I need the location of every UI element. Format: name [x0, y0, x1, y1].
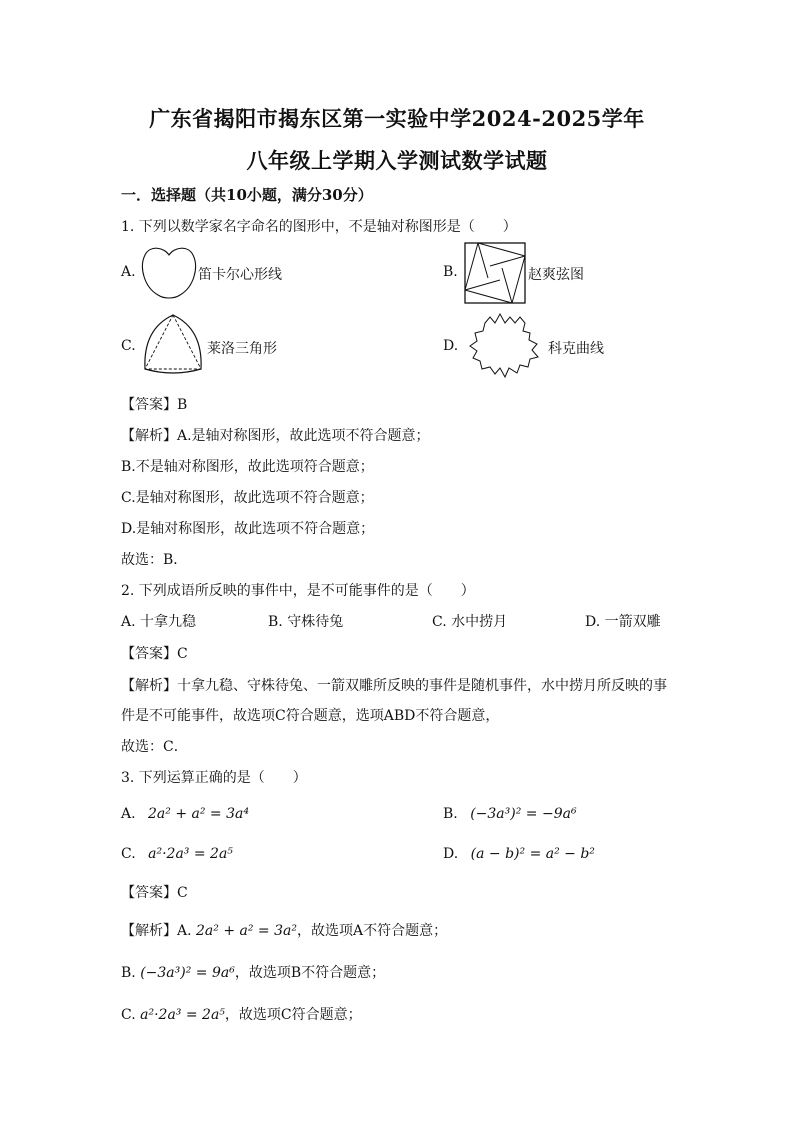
q3-option-a	[121, 806, 249, 822]
q3-option-b-expression: (−3a³)² = −9a⁶	[470, 806, 577, 822]
q3-option-c	[121, 846, 233, 862]
q2-option-a: A. 十拿九稳	[121, 614, 197, 630]
q3-option-c-expression: a²·2a³ = 2a⁵	[148, 846, 233, 862]
q3-option-d-letter: D.	[443, 846, 459, 862]
q3-analysis-prefix: C.	[121, 1007, 141, 1023]
q1-option-c-caption: 莱洛三角形	[207, 341, 277, 357]
question-2-stem: 2. 下列成语所反映的事件中，是不可能事件的是（ ）	[121, 583, 475, 599]
cardioid-icon	[140, 245, 198, 301]
q2-option-c: C. 水中捞月	[432, 614, 508, 630]
q2-analysis-line: 件是不可能事件，故选项C符合题意，选项ABD不符合题意，	[121, 708, 500, 724]
question-1-stem: 1. 下列以数学家名字命名的图形中，不是轴对称图形是（ ）	[121, 219, 517, 235]
q1-analysis-line: D.是轴对称图形，故此选项不符合题意；	[121, 521, 375, 537]
q2-option-b: B. 守株待兔	[268, 614, 344, 630]
q1-option-b-letter: B.	[443, 264, 458, 280]
q1-option-a-caption: 笛卡尔心形线	[198, 267, 282, 283]
q1-conclusion: 故选：B．	[121, 552, 188, 568]
q3-analysis-prefix: B.	[121, 965, 141, 981]
q1-analysis-line: 【解析】A.是轴对称图形，故此选项不符合题意；	[121, 428, 430, 444]
q3-analysis-suffix: ，故选项B不符合题意；	[234, 965, 386, 981]
q3-analysis-suffix: ，故选项C符合题意；	[224, 1007, 362, 1023]
q2-answer: 【答案】C	[121, 646, 188, 662]
q3-analysis-line-c	[121, 1004, 362, 1024]
q1-analysis-line: C.是轴对称图形，故此选项不符合题意；	[121, 490, 374, 506]
q3-analysis-expression: a²·2a³ = 2a⁵	[140, 1007, 225, 1023]
q3-answer: 【答案】C	[121, 885, 188, 901]
zhao-shuang-square-icon	[464, 242, 526, 304]
q3-option-d-expression: (a − b)² = a² − b²	[470, 846, 595, 862]
q2-analysis-line: 【解析】十拿九稳、守株待兔、一箭双雕所反映的事件是随机事件，水中捞月所反映的事	[121, 678, 667, 694]
q3-option-a-expression: 2a² + a² = 3a⁴	[148, 806, 249, 822]
q1-answer: 【答案】B	[121, 397, 188, 413]
q3-analysis-line-b	[121, 962, 385, 982]
q2-conclusion: 故选：C．	[121, 739, 188, 755]
koch-curve-icon	[468, 311, 546, 381]
q3-option-d	[443, 846, 595, 862]
q3-option-c-letter: C.	[121, 846, 136, 862]
q1-option-b-caption: 赵爽弦图	[528, 267, 584, 283]
q1-option-d-caption: 科克曲线	[548, 341, 604, 357]
q3-analysis-expression: 2a² + a² = 3a²	[196, 923, 297, 939]
q3-option-a-letter: A.	[121, 806, 136, 822]
section-heading: 一．选择题（共10小题，满分30分）	[121, 186, 373, 204]
q3-option-b	[443, 806, 577, 822]
q1-option-d-letter: D.	[443, 338, 459, 354]
q3-analysis-expression: (−3a³)² = 9a⁶	[140, 965, 235, 981]
q3-option-b-letter: B.	[443, 806, 458, 822]
question-3-stem: 3. 下列运算正确的是（ ）	[121, 770, 307, 786]
page-title-line1: 广东省揭阳市揭东区第一实验中学2024-2025学年	[149, 106, 645, 131]
page-title-line2: 八年级上学期入学测试数学试题	[246, 148, 548, 173]
q3-analysis-prefix: 【解析】A.	[121, 923, 197, 939]
q1-analysis-line: B.不是轴对称图形，故此选项符合题意；	[121, 459, 374, 475]
q1-option-c-letter: C.	[121, 338, 136, 354]
reuleaux-triangle-icon	[140, 313, 206, 375]
q2-option-d: D. 一箭双雕	[585, 614, 661, 630]
q3-analysis-suffix: ，故选项A不符合题意；	[296, 923, 448, 939]
q3-analysis-line-a	[121, 920, 447, 940]
q1-option-a-letter: A.	[121, 264, 136, 280]
